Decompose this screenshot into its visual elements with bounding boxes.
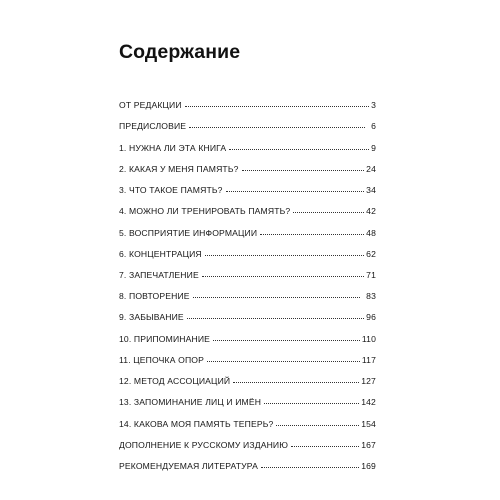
toc-entry-title: 6. КОНЦЕНТРАЦИЯ (119, 249, 202, 259)
toc-entry-title: ДОПОЛНЕНИЕ К РУССКОМУ ИЗДАНИЮ (119, 440, 289, 450)
dot-leader (187, 317, 364, 319)
toc-entry (119, 249, 376, 263)
toc-entry-page: 42 (366, 206, 376, 216)
toc-entry (119, 397, 376, 411)
toc-entry-title: 8. ПОВТОРЕНИЕ (119, 291, 190, 301)
dot-leader (226, 190, 365, 192)
toc-entry (119, 143, 376, 157)
dot-leader (293, 211, 364, 213)
toc-entry (119, 440, 376, 454)
toc-entry-page: 117 (361, 355, 376, 365)
toc-entry-title: 9. ЗАБЫВАНИЕ (119, 312, 184, 322)
dot-leader (233, 381, 359, 383)
toc-entry-title: 7. ЗАПЕЧАТЛЕНИЕ (119, 270, 199, 280)
toc-entry-title: 10. ПРИПОМИНАНИЕ (119, 334, 211, 344)
toc-entry-title: 3. ЧТО ТАКОЕ ПАМЯТЬ? (119, 185, 223, 195)
toc-entry (119, 270, 376, 284)
toc-entry (119, 334, 376, 348)
toc-entry-page: 3 (371, 100, 376, 110)
toc-entry-page: 71 (366, 270, 376, 280)
toc-entry-page: 83 (366, 291, 376, 301)
toc-entry-page: 167 (361, 440, 376, 450)
toc-entry-title: 11. ЦЕПОЧКА ОПОР (119, 355, 204, 365)
toc-entry (119, 121, 376, 135)
toc-entry (119, 206, 376, 220)
dot-leader (276, 424, 359, 426)
toc-entry (119, 461, 376, 475)
toc-entry-page: 48 (366, 228, 376, 238)
dot-leader (193, 296, 360, 298)
toc-entry-title: 12. МЕТОД АССОЦИАЦИЙ (119, 376, 231, 386)
toc-entry (119, 185, 376, 199)
toc-entry-page: 6 (371, 121, 376, 131)
toc-entry-page: 62 (366, 249, 376, 259)
toc-entry-page: 24 (366, 164, 376, 174)
toc-entry-page: 96 (366, 312, 376, 322)
toc-entry (119, 100, 376, 114)
toc-entry-page: 110 (361, 334, 376, 344)
dot-leader (185, 105, 369, 107)
toc-entry-page: 154 (361, 419, 376, 429)
dot-leader (213, 339, 360, 341)
toc-entry-title: ПРЕДИСЛОВИЕ (119, 121, 187, 131)
toc-entry (119, 419, 376, 433)
toc-entry (119, 376, 376, 390)
page-title: Содержание (119, 41, 241, 63)
dot-leader (291, 445, 359, 447)
toc-entry (119, 355, 376, 369)
toc-entry-title: ОТ РЕДАКЦИИ (119, 100, 182, 110)
dot-leader (260, 233, 364, 235)
dot-leader (229, 148, 369, 150)
toc-entry-page: 9 (371, 143, 376, 153)
toc-entry-title: 1. НУЖНА ЛИ ЭТА КНИГА (119, 143, 227, 153)
dot-leader (207, 360, 360, 362)
toc-entry-page: 127 (361, 376, 376, 386)
toc-entry-page: 34 (366, 185, 376, 195)
toc-entry (119, 228, 376, 242)
toc-entry-page: 142 (361, 397, 376, 407)
toc-entry (119, 164, 376, 178)
dot-leader (261, 466, 359, 468)
toc-entry-title: РЕКОМЕНДУЕМАЯ ЛИТЕРАТУРА (119, 461, 258, 471)
dot-leader (205, 254, 364, 256)
dot-leader (264, 402, 359, 404)
toc-entry-title: 13. ЗАПОМИНАНИЕ ЛИЦ И ИМЁН (119, 397, 262, 407)
toc-entry-page: 169 (361, 461, 376, 471)
dot-leader (242, 169, 365, 171)
dot-leader (202, 275, 364, 277)
toc-entry (119, 291, 376, 305)
toc-entry-title: 14. КАКОВА МОЯ ПАМЯТЬ ТЕПЕРЬ? (119, 419, 274, 429)
toc-entry (119, 312, 376, 326)
toc-entry-title: 5. ВОСПРИЯТИЕ ИНФОРМАЦИИ (119, 228, 258, 238)
toc-entry-title: 2. КАКАЯ У МЕНЯ ПАМЯТЬ? (119, 164, 239, 174)
dot-leader (189, 126, 365, 128)
toc-entry-title: 4. МОЖНО ЛИ ТРЕНИРОВАТЬ ПАМЯТЬ? (119, 206, 291, 216)
